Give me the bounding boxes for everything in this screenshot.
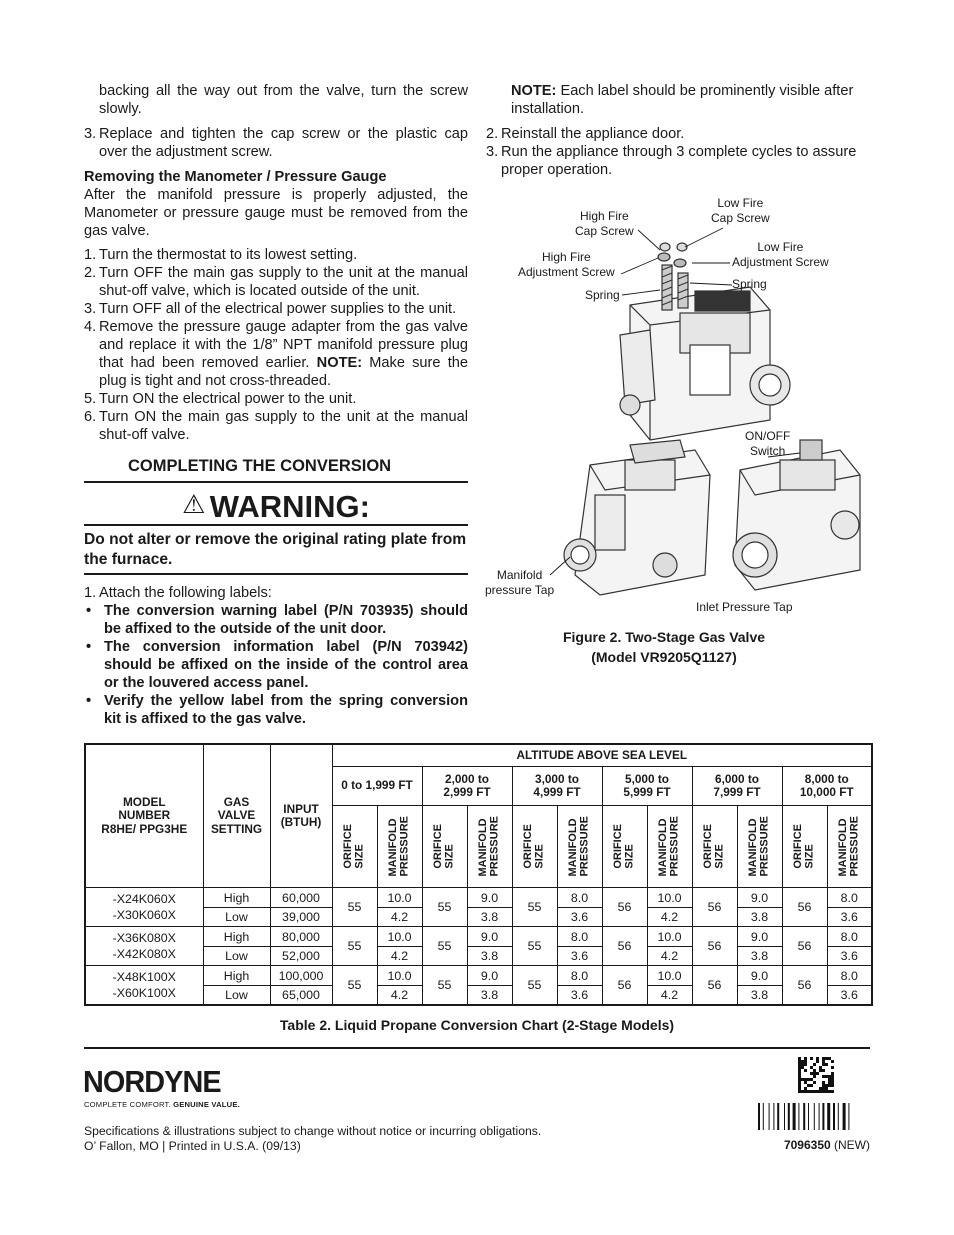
- manifold-pressure-cell: 4.2: [647, 907, 692, 927]
- manifold-pressure-cell: 8.0: [827, 966, 872, 986]
- orifice-size-cell: 55: [332, 888, 377, 927]
- warning-title: WARNING:: [209, 489, 370, 524]
- removal-step-item: 1. Turn the thermostat to its lowest setting.: [84, 247, 358, 263]
- manifold-pressure-cell: 9.0: [467, 927, 512, 947]
- label-bullet-item: • The conversion information label (P/N 703942) should be affixed on the inside of the control area or the louvered access panel.: [86, 639, 468, 691]
- removal-step-item: 5. Turn ON the electrical power to the unit.: [84, 391, 357, 407]
- manifold-pressure-cell: 10.0: [377, 888, 422, 908]
- high-fire-cap-label: High Fire Cap Screw: [575, 209, 634, 238]
- manifold-pressure-cell: 3.8: [467, 907, 512, 927]
- manifold-pressure-cell: 3.6: [827, 946, 872, 966]
- orifice-size-cell: 56: [602, 888, 647, 927]
- valve-bottom-left-illustration: [564, 440, 710, 595]
- barcode-icon: [758, 1103, 869, 1130]
- manifold-pressure-cell: 3.8: [737, 907, 782, 927]
- removing-steps-list: [84, 246, 468, 444]
- orifice-size-cell: 56: [602, 927, 647, 966]
- manifold-pressure-cell: 3.6: [827, 985, 872, 1005]
- manifold-pressure-header: MANIFOLD PRESSURE: [467, 806, 512, 888]
- manifold-pressure-cell: 8.0: [827, 927, 872, 947]
- valve-setting-cell: Low: [203, 907, 270, 927]
- removal-step-item: 6. Turn ON the main gas supply to the unit at the manual shut-off valve.: [84, 409, 468, 443]
- removing-heading: Removing the Manometer / Pressure Gauge: [84, 169, 387, 185]
- manifold-pressure-cell: 3.8: [467, 946, 512, 966]
- orifice-size-header: ORIFICE SIZE: [512, 806, 557, 888]
- manifold-pressure-header: MANIFOLD PRESSURE: [647, 806, 692, 888]
- inlet-tap-label: Inlet Pressure Tap: [696, 600, 793, 614]
- warning-triangle-icon: ⚠: [182, 490, 206, 520]
- table-row: [85, 907, 872, 927]
- attach-labels-step: 1. Attach the following labels:: [84, 585, 272, 601]
- continued-step-text: backing all the way out from the valve, turn the screw slowly.: [99, 83, 468, 117]
- orifice-size-cell: 55: [512, 966, 557, 1005]
- manifold-tap-label: Manifold pressure Tap: [485, 568, 555, 597]
- spring-left-label: Spring: [585, 288, 620, 302]
- on-off-switch-label: ON/OFF Switch: [745, 429, 791, 458]
- altitude-header: ALTITUDE ABOVE SEA LEVEL: [332, 744, 872, 767]
- manifold-pressure-header: MANIFOLD PRESSURE: [377, 806, 422, 888]
- orifice-size-header: ORIFICE SIZE: [782, 806, 827, 888]
- table-row: [85, 927, 872, 947]
- manifold-pressure-cell: 8.0: [557, 927, 602, 947]
- manifold-pressure-cell: 9.0: [737, 927, 782, 947]
- manifold-pressure-cell: 3.6: [557, 985, 602, 1005]
- orifice-size-cell: 56: [782, 927, 827, 966]
- table-row: [85, 985, 872, 1005]
- manifold-pressure-cell: 3.6: [827, 907, 872, 927]
- label-bullet-item: • Verify the yellow label from the spring conversion kit is affixed to the gas valve.: [86, 693, 468, 727]
- model-number-header: MODEL NUMBER R8HE/ PPG3HE: [85, 744, 203, 888]
- footer-text: Specifications & illustrations subject to change without notice or incurring obligations. O’ Fallon, MO | Printed in U.S.A. (09/13): [84, 1124, 542, 1153]
- manifold-pressure-cell: 3.8: [737, 946, 782, 966]
- manifold-pressure-cell: 8.0: [557, 888, 602, 908]
- manifold-pressure-cell: 3.6: [557, 946, 602, 966]
- manifold-pressure-cell: 10.0: [377, 927, 422, 947]
- manifold-pressure-cell: 8.0: [557, 966, 602, 986]
- warning-rule-bottom: [84, 573, 468, 575]
- datamatrix-code-icon: [798, 1057, 834, 1093]
- note-paragraph: NOTE: Each label should be prominently visible after installation.: [511, 83, 854, 117]
- model-numbers-cell: -X24K060X -X30K060X: [85, 888, 203, 927]
- input-btuh-header: INPUT (BTUH): [270, 744, 332, 888]
- removal-step-item: 3. Turn OFF all of the electrical power supplies to the unit.: [84, 301, 457, 317]
- orifice-size-cell: 56: [782, 888, 827, 927]
- manifold-pressure-cell: 10.0: [377, 966, 422, 986]
- valve-setting-cell: High: [203, 927, 270, 947]
- altitude-range-header: 5,000 to 5,999 FT: [602, 767, 692, 806]
- input-cell: 52,000: [270, 946, 332, 966]
- input-cell: 65,000: [270, 985, 332, 1005]
- manifold-pressure-header: MANIFOLD PRESSURE: [557, 806, 602, 888]
- table-row: [85, 888, 872, 908]
- warning-banner: [84, 489, 468, 525]
- manifold-pressure-header: MANIFOLD PRESSURE: [827, 806, 872, 888]
- part-number: 7096350 (NEW): [783, 1138, 870, 1152]
- manifold-pressure-cell: 4.2: [377, 907, 422, 927]
- manifold-pressure-cell: 10.0: [647, 888, 692, 908]
- input-cell: 80,000: [270, 927, 332, 947]
- logo-tagline: COMPLETE COMFORT. GENUINE VALUE.: [84, 1100, 240, 1109]
- warning-text: Do not alter or remove the original rating plate from the furnace.: [84, 531, 467, 568]
- orifice-size-cell: 55: [332, 966, 377, 1005]
- orifice-size-cell: 56: [692, 966, 737, 1005]
- manifold-pressure-cell: 10.0: [647, 927, 692, 947]
- orifice-size-cell: 56: [602, 966, 647, 1005]
- manifold-pressure-cell: 10.0: [647, 966, 692, 986]
- orifice-size-cell: 55: [422, 966, 467, 1005]
- table-caption: Table 2. Liquid Propane Conversion Chart (2-Stage Models): [279, 1017, 675, 1033]
- conversion-table: [84, 743, 873, 1006]
- valve-setting-cell: High: [203, 966, 270, 986]
- removing-paragraph: After the manifold pressure is properly adjusted, the Manometer or pressure gauge must be removed from the gas valve.: [84, 187, 468, 239]
- orifice-size-cell: 55: [512, 888, 557, 927]
- altitude-range-header: 0 to 1,999 FT: [332, 767, 422, 806]
- manifold-pressure-cell: 3.8: [737, 985, 782, 1005]
- orifice-size-cell: 56: [782, 966, 827, 1005]
- table-header-row: [85, 744, 872, 767]
- altitude-range-header: 6,000 to 7,999 FT: [692, 767, 782, 806]
- orifice-size-cell: 55: [332, 927, 377, 966]
- labels-bullet-list: [84, 602, 468, 728]
- orifice-size-header: ORIFICE SIZE: [692, 806, 737, 888]
- altitude-range-header: 3,000 to 4,999 FT: [512, 767, 602, 806]
- gas-valve-setting-header: GAS VALVE SETTING: [203, 744, 270, 888]
- orifice-size-cell: 56: [692, 927, 737, 966]
- table-row: [85, 966, 872, 986]
- orifice-size-header: ORIFICE SIZE: [602, 806, 647, 888]
- warning-rule-top: [84, 524, 468, 526]
- removal-step-item: 4. Remove the pressure gauge adapter from the gas valve and replace it with the 1/8” NPT manifold pressure plug that had been removed earlier. NOTE: Make sure the plug is tight and not cross-threaded.: [84, 319, 468, 389]
- valve-setting-cell: High: [203, 888, 270, 908]
- heading-rule: [84, 481, 468, 483]
- valve-setting-cell: Low: [203, 946, 270, 966]
- removal-step-item: 2. Turn OFF the main gas supply to the unit at the manual shut-off valve, which is located outside of the unit.: [84, 265, 468, 299]
- valve-setting-cell: Low: [203, 985, 270, 1005]
- manifold-pressure-cell: 4.2: [377, 946, 422, 966]
- orifice-size-cell: 56: [692, 888, 737, 927]
- label-bullet-item: • The conversion warning label (P/N 703935) should be affixed to the outside of the unit door.: [86, 603, 468, 637]
- input-cell: 100,000: [270, 966, 332, 986]
- manifold-pressure-cell: 4.2: [647, 985, 692, 1005]
- manifold-pressure-cell: 9.0: [467, 966, 512, 986]
- orifice-size-cell: 55: [422, 888, 467, 927]
- altitude-range-header: 8,000 to 10,000 FT: [782, 767, 872, 806]
- orifice-size-header: ORIFICE SIZE: [332, 806, 377, 888]
- completion-steps-list: [486, 125, 872, 179]
- manifold-pressure-cell: 9.0: [737, 966, 782, 986]
- completing-heading: COMPLETING THE CONVERSION: [128, 457, 392, 475]
- nordyne-logo: NORDYNE: [83, 1064, 221, 1099]
- input-cell: 39,000: [270, 907, 332, 927]
- high-fire-adjustment-label: High Fire Adjustment Screw: [518, 250, 615, 279]
- manifold-pressure-cell: 8.0: [827, 888, 872, 908]
- orifice-size-header: ORIFICE SIZE: [422, 806, 467, 888]
- footer-rule: [84, 1047, 870, 1049]
- figure-caption: Figure 2. Two-Stage Gas Valve (Model VR9205Q1127): [562, 629, 766, 665]
- manifold-pressure-cell: 9.0: [467, 888, 512, 908]
- valve-top-illustration: [620, 243, 790, 440]
- completion-step-item: 2. Reinstall the appliance door.: [486, 126, 685, 142]
- manifold-pressure-cell: 9.0: [737, 888, 782, 908]
- manifold-pressure-cell: 4.2: [377, 985, 422, 1005]
- manifold-pressure-cell: 3.8: [467, 985, 512, 1005]
- table-row: [85, 946, 872, 966]
- orifice-size-cell: 55: [512, 927, 557, 966]
- step-3-replace-cap: 3. Replace and tighten the cap screw or the plastic cap over the adjustment screw.: [84, 126, 468, 160]
- low-fire-cap-label: Low Fire Cap Screw: [711, 196, 770, 225]
- valve-bottom-right-illustration: [733, 440, 860, 590]
- spring-right-label: Spring: [732, 277, 767, 291]
- input-cell: 60,000: [270, 888, 332, 908]
- orifice-size-cell: 55: [422, 927, 467, 966]
- low-fire-adjustment-label: Low Fire Adjustment Screw: [732, 240, 829, 269]
- manifold-pressure-cell: 4.2: [647, 946, 692, 966]
- model-numbers-cell: -X48K100X -X60K100X: [85, 966, 203, 1005]
- altitude-range-header: 2,000 to 2,999 FT: [422, 767, 512, 806]
- manifold-pressure-header: MANIFOLD PRESSURE: [737, 806, 782, 888]
- completion-step-item: 3. Run the appliance through 3 complete cycles to assure proper operation.: [486, 144, 857, 178]
- model-numbers-cell: -X36K080X -X42K080X: [85, 927, 203, 966]
- manifold-pressure-cell: 3.6: [557, 907, 602, 927]
